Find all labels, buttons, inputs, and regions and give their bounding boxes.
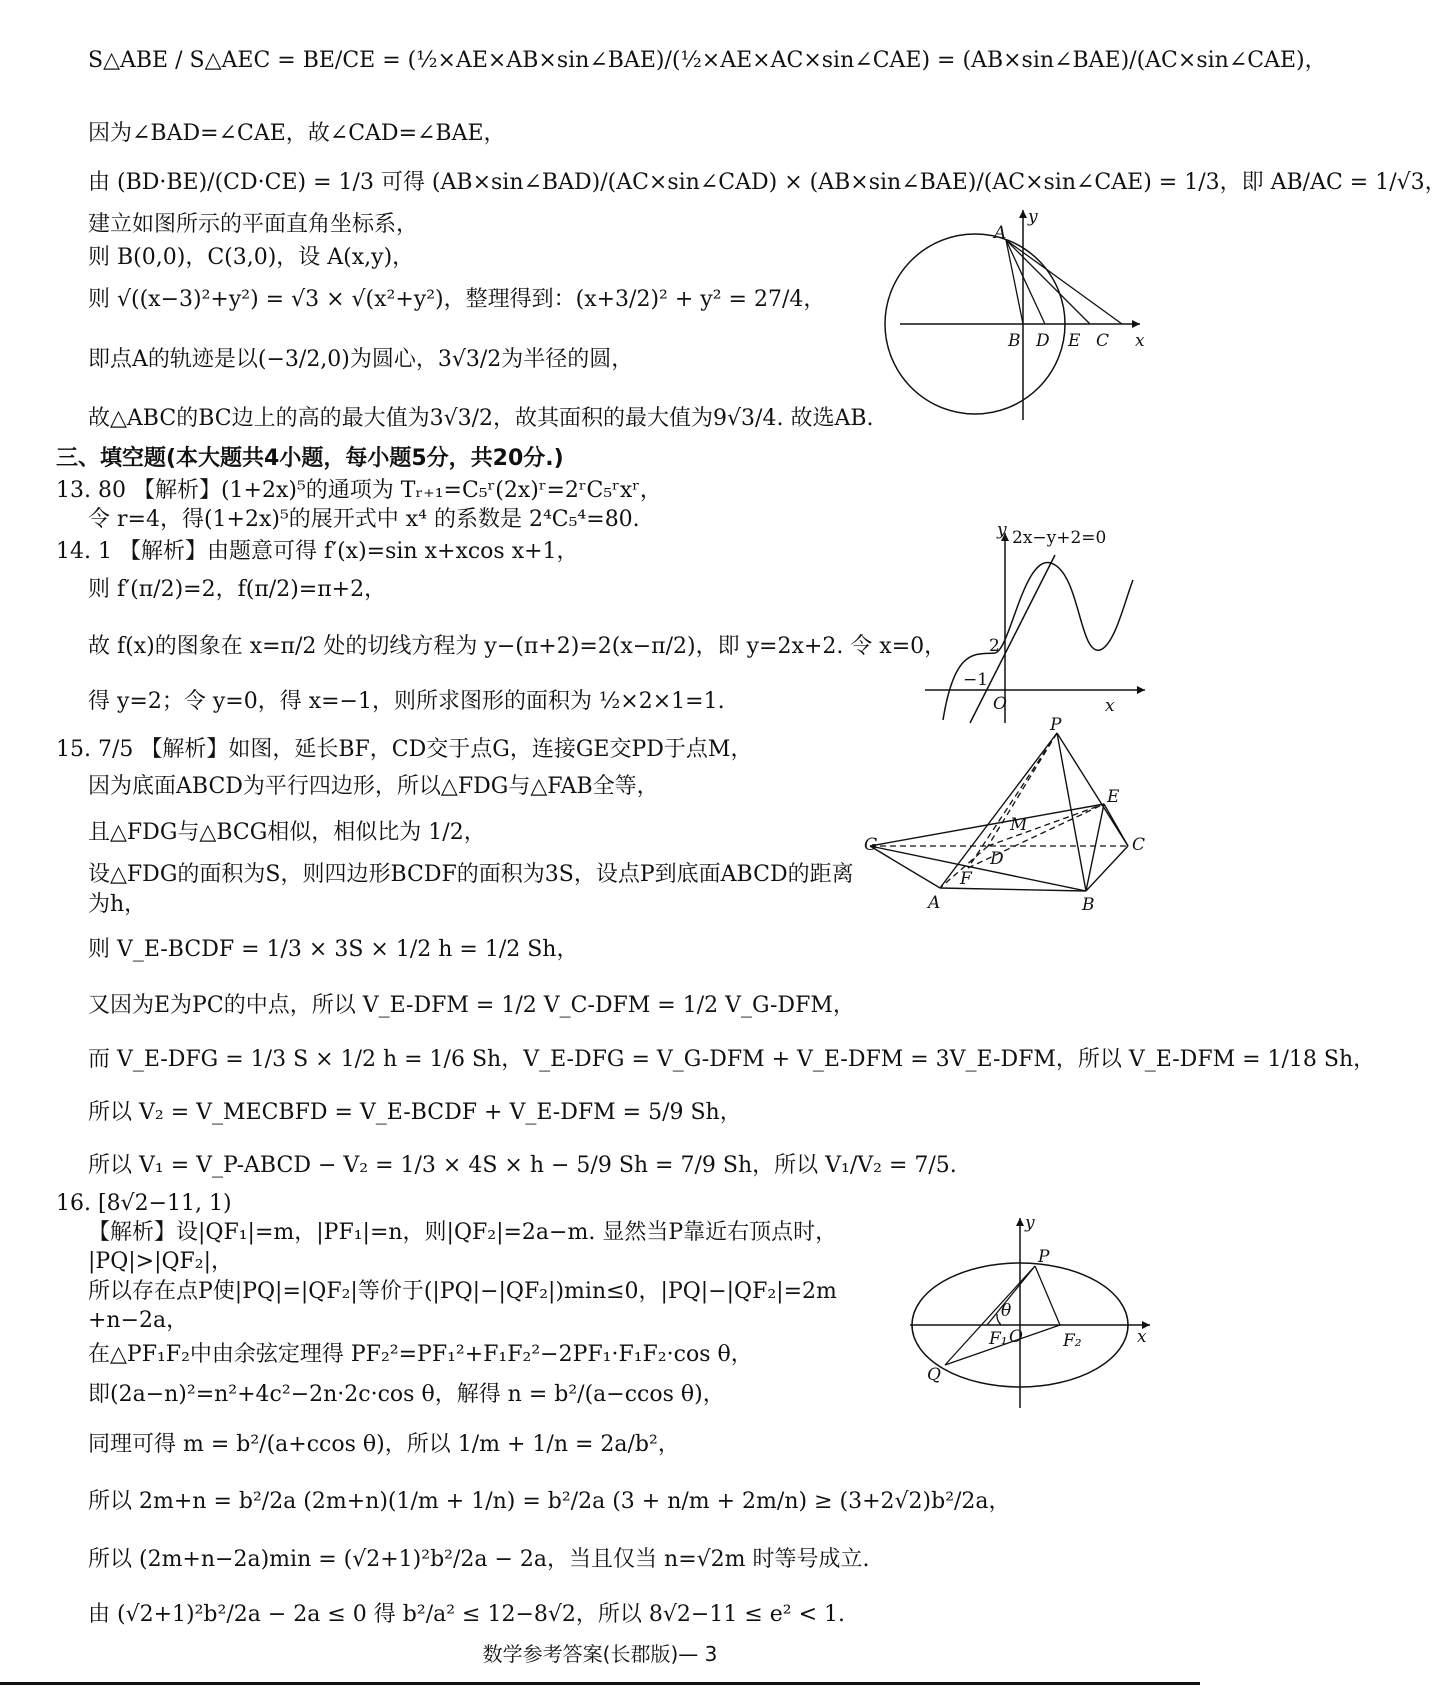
page-footer: 数学参考答案(长郡版)— 3 (482, 1642, 718, 1666)
label-m: M (1010, 815, 1028, 835)
x-axis-arrow-icon (1137, 686, 1145, 694)
label-origin: O (993, 694, 1007, 714)
text-line: 建立如图所示的平面直角坐标系， (88, 212, 419, 237)
edge-bc (1086, 846, 1128, 891)
text-line: 14. 1 【解析】由题意可得 f′(x)=sin x+xcos x+1， (56, 539, 579, 564)
text-line: +n−2a， (88, 1308, 189, 1333)
label-e: E (1068, 331, 1081, 351)
figure-tangent-line (915, 520, 1150, 725)
label-p: P (1038, 1247, 1050, 1267)
text-line: 则 B(0,0)，C(3,0)，设 A(x,y)， (88, 245, 415, 270)
label-b: B (1008, 331, 1021, 351)
label-y: y (997, 520, 1007, 540)
figure-ellipse (905, 1210, 1155, 1410)
label-p: P (1050, 715, 1062, 735)
text-line: 则 V_E-BCDF = 1/3 × 3S × 1/2 h = 1/2 Sh， (88, 937, 579, 962)
label-x: x (1105, 696, 1115, 716)
label-origin: O (1009, 1327, 1023, 1347)
text-line: 故 f(x)的图象在 x=π/2 处的切线方程为 y−(π+2)=2(x−π/2)，即 y=2x+2. 令 x=0， (88, 634, 947, 659)
segment-ab (1006, 240, 1023, 324)
segment-pq (945, 1266, 1035, 1365)
line-ge (870, 804, 1104, 846)
line-ec (1104, 804, 1128, 846)
x-axis-arrow-icon (1132, 320, 1140, 328)
label-theta: θ (1001, 1301, 1012, 1321)
text-line: 又因为E为PC的中点，所以 V_E-DFM = 1/2 V_C-DFM = 1/2 V_G-DFM， (88, 993, 855, 1018)
text-line: 同理可得 m = b²/(a+ccos θ)，所以 1/m + 1/n = 2a/b²， (88, 1432, 680, 1457)
segment-pf2 (1035, 1266, 1060, 1325)
text-line: 而 V_E-DFG = 1/3 S × 1/2 h = 1/6 Sh，V_E-DFG = V_G-DFM + V_E-DFM = 3V_E-DFM，所以 V_E-DFM = 1/18 Sh， (88, 1047, 1376, 1072)
label-x: x (1137, 1327, 1147, 1347)
text-line: 则 √((x−3)²+y²) = √3 × √(x²+y²)，整理得到：(x+3/2)² + y² = 27/4， (88, 287, 826, 312)
section-heading: 三、填空题(本大题共4小题，每小题5分，共20分.) (56, 446, 564, 471)
text-line: 即点A的轨迹是以(−3/2,0)为圆心，3√3/2为半径的圆， (88, 347, 634, 372)
label-g: G (864, 835, 878, 855)
text-line: 故△ABC的BC边上的高的最大值为3√3/2，故其面积的最大值为9√3/4. 故选AB. (88, 406, 874, 431)
line-pf-hidden (968, 733, 1057, 868)
figure-circle-locus (890, 200, 1150, 425)
line-ga (870, 846, 940, 888)
text-line: 15. 7/5 【解析】如图，延长BF，CD交于点G，连接GE交PD于点M， (56, 737, 753, 762)
tangent-line (970, 555, 1055, 723)
label-b: B (1082, 895, 1095, 915)
text-line: 且△FDG与△BCG相似，相似比为 1/2， (88, 820, 486, 845)
text-line: S△ABE / S△AEC = BE/CE = (½×AE×AB×sin∠BAE)/(½×AE×AC×sin∠CAE) = (AB×sin∠BAE)/(AC×sin∠CAE)， (88, 48, 1327, 73)
text-line: 为h， (88, 892, 147, 917)
text-line: 因为底面ABCD为平行四边形，所以△FDG与△FAB全等， (88, 774, 659, 799)
label-c: C (1132, 835, 1146, 855)
y-axis-arrow-icon (1019, 210, 1027, 218)
label-a: A (994, 223, 1007, 243)
text-line: 则 f′(π/2)=2，f(π/2)=π+2， (88, 577, 387, 602)
label-f: F (960, 869, 972, 889)
text-line: 16. [8√2−11, 1) (56, 1191, 232, 1216)
y-axis-arrow-icon (1016, 1218, 1024, 1226)
label-d: D (1036, 331, 1050, 351)
label-f2: F₂ (1063, 1331, 1082, 1351)
label-d: D (990, 849, 1004, 869)
text-line: 由 (BD·BE)/(CD·CE) = 1/3 可得 (AB×sin∠BAD)/(AC×sin∠CAD) × (AB×sin∠BAE)/(AC×sin∠CAE) = 1/3，即 AB/AC = 1/√3， (88, 170, 1447, 195)
label-f1: F₁ (989, 1329, 1008, 1349)
text-line: 所以 2m+n = b²/2a (2m+n)(1/m + 1/n) = b²/2a (3 + n/m + 2m/n) ≥ (3+2√2)b²/2a， (88, 1489, 1011, 1514)
text-line: 所以存在点P使|PQ|=|QF₂|等价于(|PQ|−|QF₂|)min≤0，|PQ|−|QF₂|=2m (88, 1279, 837, 1304)
label-c: C (1096, 331, 1110, 351)
line-eb (1086, 804, 1104, 891)
text-line: 设△FDG的面积为S，则四边形BCDF的面积为3S，设点P到底面ABCD的距离 (88, 862, 854, 887)
label-tangent-equation: 2x−y+2=0 (1012, 528, 1107, 548)
label-two: 2 (989, 636, 1000, 656)
segment-ae (1006, 240, 1090, 324)
text-line: 所以 V₁ = V_P-ABCD − V₂ = 1/3 × 4S × h − 5/9 Sh = 7/9 Sh，所以 V₁/V₂ = 7/5. (88, 1153, 957, 1178)
text-line: 由 (√2+1)²b²/2a − 2a ≤ 0 得 b²/a² ≤ 12−8√2，所以 8√2−11 ≤ e² < 1. (88, 1602, 846, 1627)
text-line: 13. 80 【解析】(1+2x)⁵的通项为 Tᵣ₊₁=C₅ʳ(2x)ʳ=2ʳC₅ʳxʳ， (56, 478, 662, 503)
text-line: 即(2a−n)²=n²+4c²−2n·2c·cos θ，解得 n = b²/(a−ccos θ)， (88, 1382, 725, 1407)
text-line: 因为∠BAD=∠CAE，故∠CAD=∠BAE， (88, 121, 506, 146)
bottom-rule (0, 1682, 1200, 1685)
label-a: A (928, 893, 941, 913)
text-line: 令 r=4，得(1+2x)⁵的展开式中 x⁴ 的系数是 2⁴C₅⁴=80. (88, 507, 640, 532)
segment-ad (1006, 240, 1045, 324)
text-line: 得 y=2；令 y=0，得 x=−1，则所求图形的面积为 ½×2×1=1. (88, 689, 725, 714)
label-y: y (1025, 1213, 1035, 1233)
label-q: Q (927, 1365, 941, 1385)
text-line: |PQ|>|QF₂|， (88, 1249, 234, 1274)
text-line: 所以 V₂ = V_MECBFD = V_E-BCDF + V_E-DFM = 5/9 Sh， (88, 1100, 742, 1125)
label-x: x (1135, 331, 1145, 351)
text-line: 所以 (2m+n−2a)min = (√2+1)²b²/2a − 2a，当且仅当 n=√2m 时等号成立. (88, 1547, 870, 1572)
figure-pyramid (860, 715, 1155, 918)
label-y: y (1028, 207, 1038, 227)
label-e: E (1107, 787, 1120, 807)
text-line: 在△PF₁F₂中由余弦定理得 PF₂²=PF₁²+F₁F₂²−2PF₁·F₁F₂·cos θ， (88, 1342, 753, 1367)
label-neg-one: −1 (963, 670, 989, 690)
text-line: 【解析】设|QF₁|=m，|PF₁|=n，则|QF₂|=2a−m. 显然当P靠近右顶点时， (88, 1220, 838, 1245)
